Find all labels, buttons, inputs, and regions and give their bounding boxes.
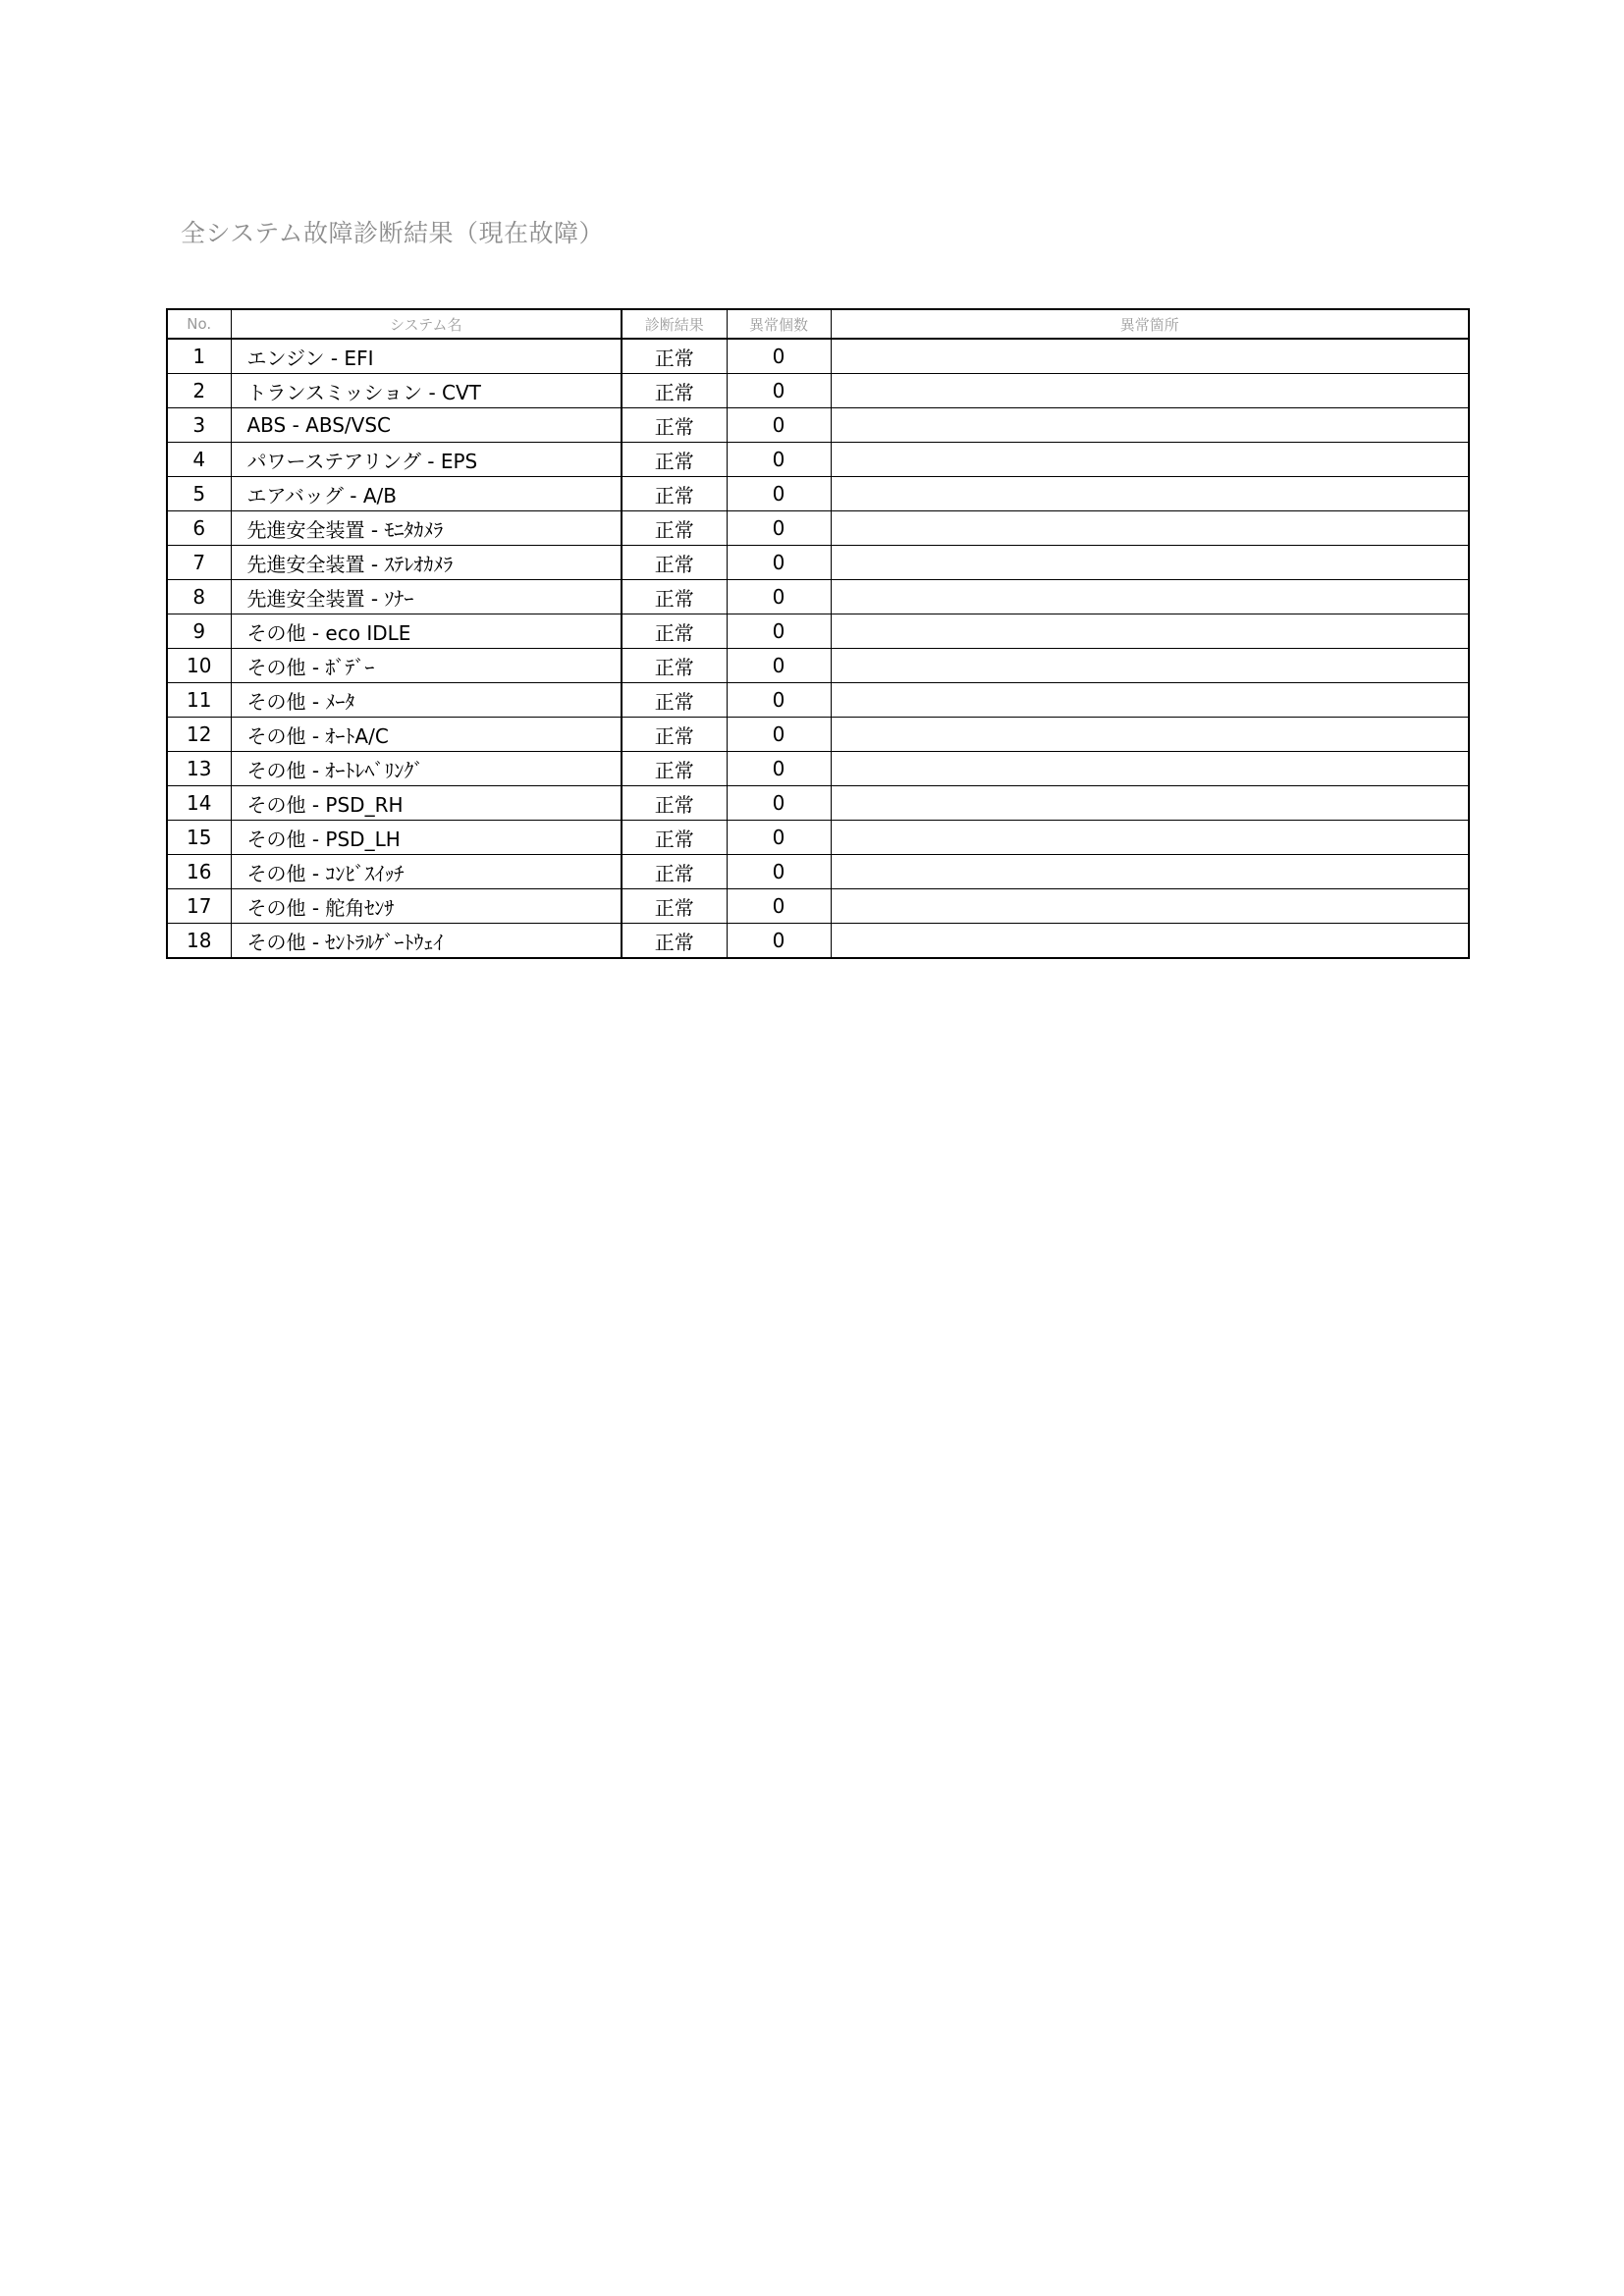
error-location-cell [831, 821, 1469, 855]
table-row [167, 546, 1469, 580]
error-count-cell: 0 [727, 855, 831, 889]
error-location-cell [831, 786, 1469, 821]
row-number: 14 [167, 786, 231, 821]
table-row [167, 752, 1469, 786]
system-name-cell: その他 - PSD_RH [231, 786, 622, 821]
system-name-cell: その他 - ﾒｰﾀ [231, 683, 622, 718]
row-number: 3 [167, 408, 231, 443]
row-number: 6 [167, 511, 231, 546]
table-row [167, 443, 1469, 477]
error-count-cell: 0 [727, 408, 831, 443]
error-location-cell [831, 614, 1469, 649]
error-location-cell [831, 580, 1469, 614]
row-number: 10 [167, 649, 231, 683]
column-header-count: 異常個数 [727, 309, 831, 339]
diagnosis-result-cell: 正常 [622, 408, 727, 443]
table-row [167, 580, 1469, 614]
row-number: 9 [167, 614, 231, 649]
error-count-cell: 0 [727, 443, 831, 477]
diagnosis-result-cell: 正常 [622, 752, 727, 786]
error-count-cell: 0 [727, 477, 831, 511]
error-location-cell [831, 924, 1469, 959]
column-header-system-name: システム名 [231, 309, 622, 339]
diagnosis-result-cell: 正常 [622, 718, 727, 752]
error-count-cell: 0 [727, 580, 831, 614]
diagnosis-result-cell: 正常 [622, 855, 727, 889]
table-row [167, 855, 1469, 889]
error-count-cell: 0 [727, 718, 831, 752]
table-row [167, 614, 1469, 649]
system-name-cell: その他 - eco IDLE [231, 614, 622, 649]
error-count-cell: 0 [727, 511, 831, 546]
system-name-cell: その他 - ｾﾝﾄﾗﾙｹﾞｰﾄｳｪｲ [231, 924, 622, 959]
error-count-cell: 0 [727, 649, 831, 683]
error-location-cell [831, 408, 1469, 443]
row-number: 4 [167, 443, 231, 477]
system-name-cell: パワーステアリング - EPS [231, 443, 622, 477]
system-name-cell: ABS - ABS/VSC [231, 408, 622, 443]
diagnosis-result-table [166, 308, 1470, 959]
error-count-cell: 0 [727, 786, 831, 821]
system-name-cell: エンジン - EFI [231, 339, 622, 374]
error-count-cell: 0 [727, 614, 831, 649]
diagnosis-result-cell: 正常 [622, 546, 727, 580]
table-row [167, 683, 1469, 718]
error-count-cell: 0 [727, 374, 831, 408]
diagnosis-result-cell: 正常 [622, 924, 727, 959]
error-location-cell [831, 718, 1469, 752]
column-header-location: 異常箇所 [831, 309, 1469, 339]
error-location-cell [831, 683, 1469, 718]
error-count-cell: 0 [727, 683, 831, 718]
error-location-cell [831, 752, 1469, 786]
diagnosis-result-cell: 正常 [622, 683, 727, 718]
column-header-no: No. [167, 309, 231, 339]
error-location-cell [831, 374, 1469, 408]
error-count-cell: 0 [727, 821, 831, 855]
diagnosis-result-cell: 正常 [622, 511, 727, 546]
diagnosis-result-cell: 正常 [622, 821, 727, 855]
error-count-cell: 0 [727, 889, 831, 924]
error-location-cell [831, 443, 1469, 477]
table-header-row [167, 309, 1469, 339]
diagnosis-result-cell: 正常 [622, 477, 727, 511]
page-title: 全システム故障診断結果（現在故障） [181, 219, 605, 247]
table-row [167, 649, 1469, 683]
row-number: 8 [167, 580, 231, 614]
row-number: 18 [167, 924, 231, 959]
diagnosis-result-cell: 正常 [622, 580, 727, 614]
table-body [167, 339, 1469, 958]
table-row [167, 786, 1469, 821]
system-name-cell: その他 - ｵｰﾄﾚﾍﾞﾘﾝｸﾞ [231, 752, 622, 786]
diagnosis-result-cell: 正常 [622, 614, 727, 649]
system-name-cell: その他 - ｺﾝﾋﾞｽｲｯﾁ [231, 855, 622, 889]
row-number: 13 [167, 752, 231, 786]
row-number: 17 [167, 889, 231, 924]
row-number: 1 [167, 339, 231, 374]
error-location-cell [831, 649, 1469, 683]
diagnosis-result-cell: 正常 [622, 443, 727, 477]
error-location-cell [831, 477, 1469, 511]
system-name-cell: エアバッグ - A/B [231, 477, 622, 511]
error-location-cell [831, 339, 1469, 374]
system-name-cell: 先進安全装置 - ｿﾅｰ [231, 580, 622, 614]
system-name-cell: その他 - ｵｰﾄA/C [231, 718, 622, 752]
table-row [167, 821, 1469, 855]
table-row [167, 408, 1469, 443]
row-number: 12 [167, 718, 231, 752]
row-number: 5 [167, 477, 231, 511]
diagnosis-result-cell: 正常 [622, 649, 727, 683]
system-name-cell: その他 - PSD_LH [231, 821, 622, 855]
system-name-cell: その他 - 舵角ｾﾝｻ [231, 889, 622, 924]
table-row [167, 718, 1469, 752]
error-location-cell [831, 511, 1469, 546]
system-name-cell: 先進安全装置 - ｽﾃﾚｵｶﾒﾗ [231, 546, 622, 580]
table-row [167, 924, 1469, 959]
diagnosis-result-cell: 正常 [622, 889, 727, 924]
error-count-cell: 0 [727, 546, 831, 580]
row-number: 11 [167, 683, 231, 718]
column-header-result: 診断結果 [622, 309, 727, 339]
table-row [167, 511, 1469, 546]
row-number: 7 [167, 546, 231, 580]
diagnosis-result-cell: 正常 [622, 786, 727, 821]
error-count-cell: 0 [727, 924, 831, 959]
table-row [167, 477, 1469, 511]
error-count-cell: 0 [727, 339, 831, 374]
diagnosis-result-cell: 正常 [622, 339, 727, 374]
row-number: 16 [167, 855, 231, 889]
table-row [167, 889, 1469, 924]
system-name-cell: トランスミッション - CVT [231, 374, 622, 408]
error-count-cell: 0 [727, 752, 831, 786]
error-location-cell [831, 855, 1469, 889]
diagnosis-result-cell: 正常 [622, 374, 727, 408]
error-location-cell [831, 546, 1469, 580]
system-name-cell: 先進安全装置 - ﾓﾆﾀｶﾒﾗ [231, 511, 622, 546]
row-number: 15 [167, 821, 231, 855]
table-row [167, 374, 1469, 408]
row-number: 2 [167, 374, 231, 408]
error-location-cell [831, 889, 1469, 924]
table-row [167, 339, 1469, 374]
system-name-cell: その他 - ﾎﾞﾃﾞｰ [231, 649, 622, 683]
